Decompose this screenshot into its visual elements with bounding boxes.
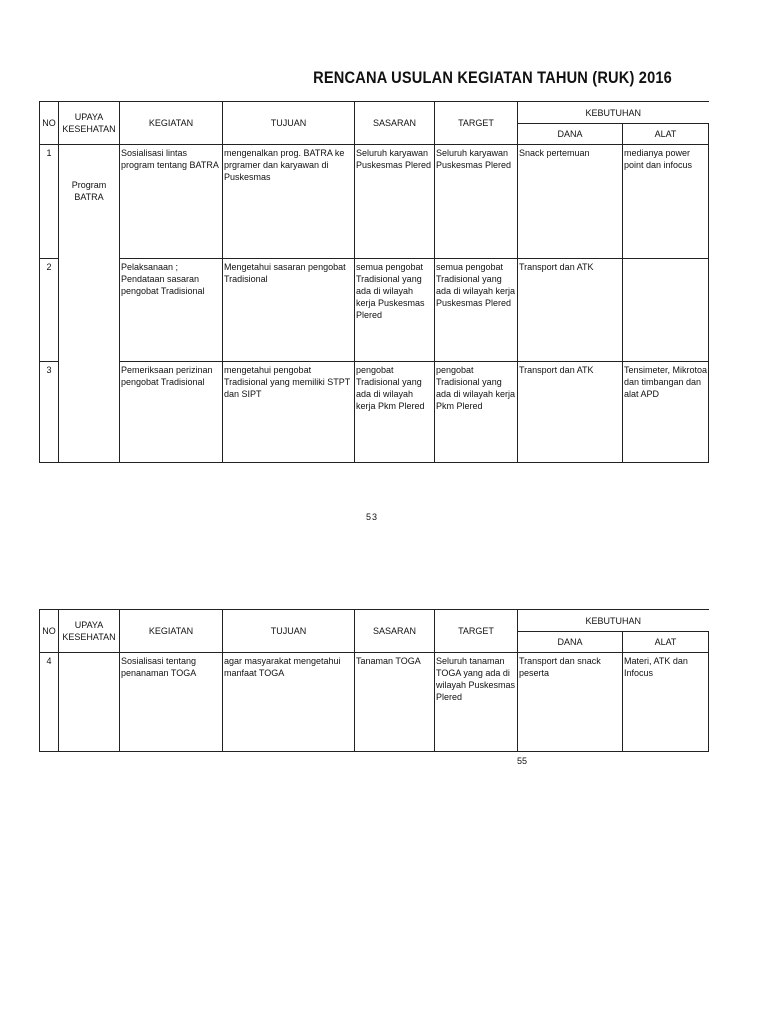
table-row — [40, 362, 709, 463]
header-no: NO — [40, 610, 59, 653]
cell-tujuan: Mengetahui sasaran pengobat Tradisional — [223, 259, 355, 362]
header-dana: DANA — [518, 124, 623, 145]
cell-sasaran: Tanaman TOGA — [355, 653, 435, 752]
header-target: TARGET — [435, 102, 518, 145]
header-upaya: UPAYA KESEHATAN — [59, 102, 120, 145]
upaya-label: Program BATRA — [71, 180, 107, 202]
cell-alat: medianya power point dan infocus — [623, 145, 709, 259]
cell-target: Seluruh tanaman TOGA yang ada di wilayah Puskesmas Plered — [435, 653, 518, 752]
cell-kegiatan: Sosialisasi tentang penanaman TOGA — [120, 653, 223, 752]
cell-target: semua pengobat Tradisional yang ada di wilayah kerja Puskesmas Plered — [435, 259, 518, 362]
cell-no: 4 — [40, 653, 59, 752]
header-no: NO — [40, 102, 59, 145]
cell-alat: Tensimeter, Mikrotoa dan timbangan dan alat APD — [623, 362, 709, 463]
header-dana: DANA — [518, 632, 623, 653]
page-number: 53 — [366, 512, 379, 522]
header-alat: ALAT — [623, 124, 709, 145]
header-tujuan: TUJUAN — [223, 102, 355, 145]
header-upaya: UPAYA KESEHATAN — [59, 610, 120, 653]
cell-upaya — [59, 145, 120, 463]
cell-dana: Transport dan ATK — [518, 259, 623, 362]
header-kebutuhan: KEBUTUHAN — [518, 610, 709, 632]
cell-sasaran: semua pengobat Tradisional yang ada di wilayah kerja Puskesmas Plered — [355, 259, 435, 362]
cell-target: Seluruh karyawan Puskesmas Plered — [435, 145, 518, 259]
cell-target: pengobat Tradisional yang ada di wilayah kerja Pkm Plered — [435, 362, 518, 463]
page-number: 55 — [517, 756, 528, 766]
table-row — [40, 145, 709, 259]
cell-upaya — [59, 653, 120, 752]
cell-sasaran: pengobat Tradisional yang ada di wilayah kerja Pkm Plered — [355, 362, 435, 463]
cell-no: 2 — [40, 259, 59, 362]
header-sasaran: SASARAN — [355, 102, 435, 145]
cell-dana: Transport dan ATK — [518, 362, 623, 463]
cell-no: 1 — [40, 145, 59, 259]
cell-tujuan: agar masyarakat mengetahui manfaat TOGA — [223, 653, 355, 752]
cell-alat — [623, 259, 709, 362]
cell-no: 3 — [40, 362, 59, 463]
table-row — [40, 653, 709, 752]
header-target: TARGET — [435, 610, 518, 653]
cell-sasaran: Seluruh karyawan Puskesmas Plered — [355, 145, 435, 259]
cell-kegiatan: Pemeriksaan perizinan pengobat Tradisional — [120, 362, 223, 463]
table-row — [40, 259, 709, 362]
header-sasaran: SASARAN — [355, 610, 435, 653]
header-kegiatan: KEGIATAN — [120, 610, 223, 653]
cell-tujuan: mengetahui pengobat Tradisional yang memiliki STPT dan SIPT — [223, 362, 355, 463]
cell-tujuan: mengenalkan prog. BATRA ke prgramer dan karyawan di Puskesmas — [223, 145, 355, 259]
cell-kegiatan: Sosialisasi lintas program tentang BATRA — [120, 145, 223, 259]
header-alat: ALAT — [623, 632, 709, 653]
cell-kegiatan: Pelaksanaan ; Pendataan sasaran pengobat Tradisional — [120, 259, 223, 362]
cell-alat: Materi, ATK dan Infocus — [623, 653, 709, 752]
ruk-table-1 — [39, 101, 709, 463]
header-tujuan: TUJUAN — [223, 610, 355, 653]
header-kebutuhan: KEBUTUHAN — [518, 102, 709, 124]
ruk-table-2 — [39, 609, 709, 752]
cell-dana: Transport dan snack peserta — [518, 653, 623, 752]
page-title: RENCANA USULAN KEGIATAN TAHUN (RUK) 2016 — [313, 68, 672, 87]
header-kegiatan: KEGIATAN — [120, 102, 223, 145]
cell-dana: Snack pertemuan — [518, 145, 623, 259]
